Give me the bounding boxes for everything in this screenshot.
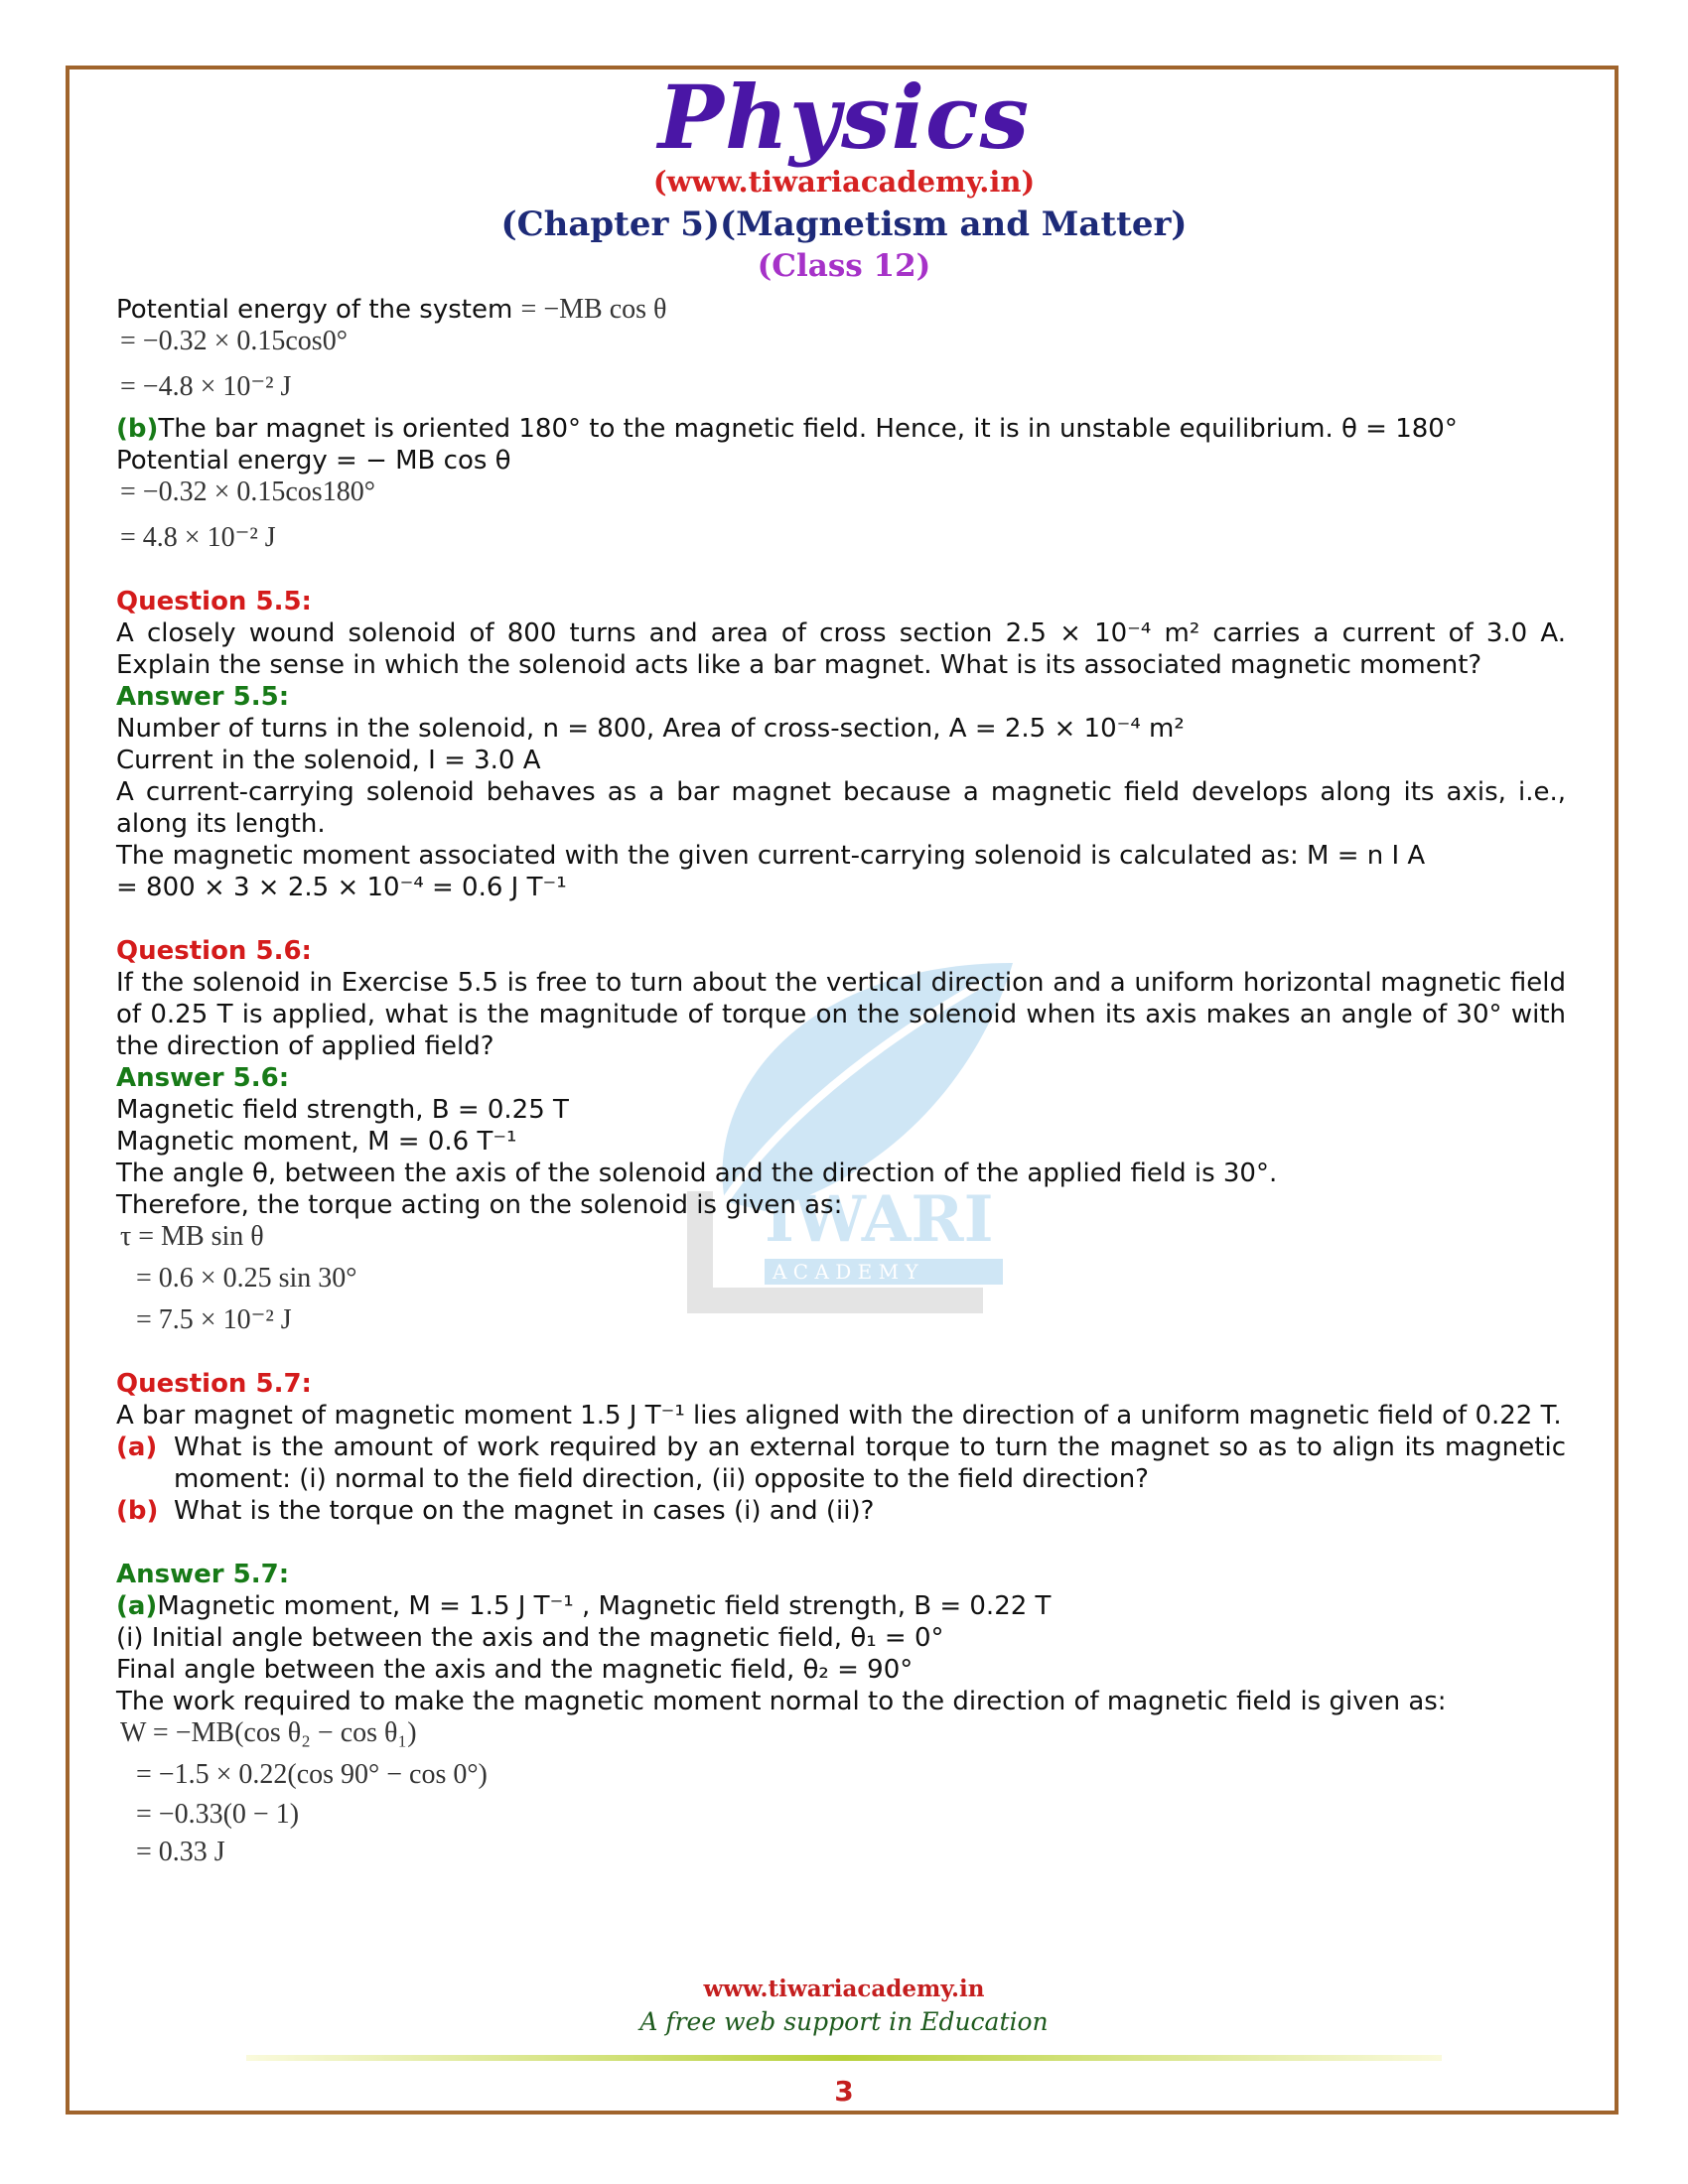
calc-line: = −0.32 × 0.15cos180° — [120, 477, 375, 507]
answer-line: Therefore, the torque acting on the solenoid is given as: — [116, 1190, 843, 1220]
footer-divider — [246, 2055, 1442, 2061]
chapter-heading: (Chapter 5)(Magnetism and Matter) — [500, 205, 1188, 244]
pe-formula: = −MB cos θ — [520, 294, 667, 325]
answer-line: The work required to make the magnetic moment normal to the direction of magnetic field is given as: — [116, 1687, 1447, 1716]
answer-line — [116, 1590, 1566, 1622]
answer-line: The angle θ, between the axis of the solenoid and the direction of the applied field is 30°. — [116, 1159, 1278, 1188]
page-title: Physics — [657, 66, 1031, 169]
answer-heading: Answer 5.5: — [116, 682, 290, 712]
calc-line: = −4.8 × 10⁻² J — [120, 371, 292, 402]
question-text: If the solenoid in Exercise 5.5 is free to turn about the vertical direction and a uniform horizontal magnetic field of 0.25 T is applied, what is the magnitude of torque on the solenoid when its axis makes an angle of 30° with the direction of applied field? — [116, 968, 1566, 1061]
calc-line: W = −MB(cos θ₂ − cos θ₁) — [120, 1717, 417, 1748]
part-text: The bar magnet is oriented 180° to the magnetic field. Hence, it is in unstable equilibrium. θ = 180° — [158, 414, 1458, 444]
question-heading: Question 5.6: — [116, 936, 312, 966]
calc-line: = −0.32 × 0.15cos0° — [120, 326, 348, 356]
part-b-paragraph — [116, 413, 1566, 445]
question-heading: Question 5.7: — [116, 1369, 312, 1399]
calc-line: = 0.6 × 0.25 sin 30° — [136, 1263, 357, 1294]
question-part — [116, 1495, 1566, 1527]
footer-site-link[interactable]: www.tiwariacademy.in — [703, 1976, 985, 2002]
answer-line: Final angle between the axis and the magnetic field, θ₂ = 90° — [116, 1655, 914, 1685]
class-heading: (Class 12) — [757, 248, 931, 284]
question-text: A bar magnet of magnetic moment 1.5 J T⁻¹ lies aligned with the direction of a uniform magnetic field of 0.22 T. — [116, 1401, 1562, 1431]
part-label: (a) — [116, 1591, 158, 1621]
pe-line — [116, 294, 1566, 326]
pe-b-line: Potential energy = − MB cos θ — [116, 446, 511, 476]
header-site-link[interactable]: (www.tiwariacademy.in) — [652, 165, 1036, 199]
calc-line: τ = MB sin θ — [120, 1221, 264, 1252]
calc-line: = −1.5 × 0.22(cos 90° − cos 0°) — [136, 1759, 488, 1790]
answer-line: (i) Initial angle between the axis and the magnetic field, θ₁ = 0° — [116, 1623, 944, 1653]
answer-line: Magnetic moment, M = 0.6 T⁻¹ — [116, 1127, 517, 1157]
answer-heading: Answer 5.6: — [116, 1063, 290, 1093]
answer-line: Magnetic field strength, B = 0.25 T — [116, 1095, 569, 1125]
answer-line: A current-carrying solenoid behaves as a bar magnet because a magnetic field develops along its axis, i.e., along its length. — [116, 777, 1566, 839]
part-label: (a) — [116, 1433, 158, 1462]
calc-line: = 4.8 × 10⁻² J — [120, 522, 276, 553]
answer-line: = 800 × 3 × 2.5 × 10⁻⁴ = 0.6 J T⁻¹ — [116, 873, 567, 902]
part-text: What is the amount of work required by an external torque to turn the magnet so as to align its magnetic moment: (i) normal to the field direction, (ii) opposite to the field direction? — [174, 1433, 1566, 1494]
answer-line: The magnetic moment associated with the given current-carrying solenoid is calculated as: M = n I A — [116, 841, 1426, 871]
part-label: (b) — [116, 1496, 159, 1526]
watermark-word: IWARI — [765, 1182, 994, 1257]
page-content — [116, 294, 1566, 1868]
question-part — [116, 1432, 1566, 1495]
pe-text: Potential energy of the system — [116, 295, 513, 325]
part-text: Magnetic moment, M = 1.5 J T⁻¹ , Magnetic field strength, B = 0.22 T — [157, 1591, 1052, 1621]
calc-line: = 0.33 J — [136, 1837, 225, 1867]
answer-line: Current in the solenoid, I = 3.0 A — [116, 746, 541, 775]
part-label: (b) — [116, 414, 159, 444]
calc-line: = 7.5 × 10⁻² J — [136, 1304, 292, 1335]
watermark-sub: A C A D E M Y — [773, 1260, 918, 1284]
page-number: 3 — [834, 2075, 854, 2108]
answer-heading: Answer 5.7: — [116, 1560, 290, 1589]
question-text: A closely wound solenoid of 800 turns and area of cross section 2.5 × 10⁻⁴ m² carries a current of 3.0 A. Explain the sense in which the solenoid acts like a bar magnet. What is its associated magnetic moment? — [116, 618, 1566, 680]
footer-tagline: A free web support in Education — [639, 2007, 1049, 2036]
answer-line: Number of turns in the solenoid, n = 800, Area of cross-section, A = 2.5 × 10⁻⁴ m² — [116, 714, 1185, 744]
question-heading: Question 5.5: — [116, 587, 312, 616]
part-text: What is the torque on the magnet in cases (i) and (ii)? — [174, 1496, 875, 1526]
calc-line: = −0.33(0 − 1) — [136, 1799, 300, 1830]
